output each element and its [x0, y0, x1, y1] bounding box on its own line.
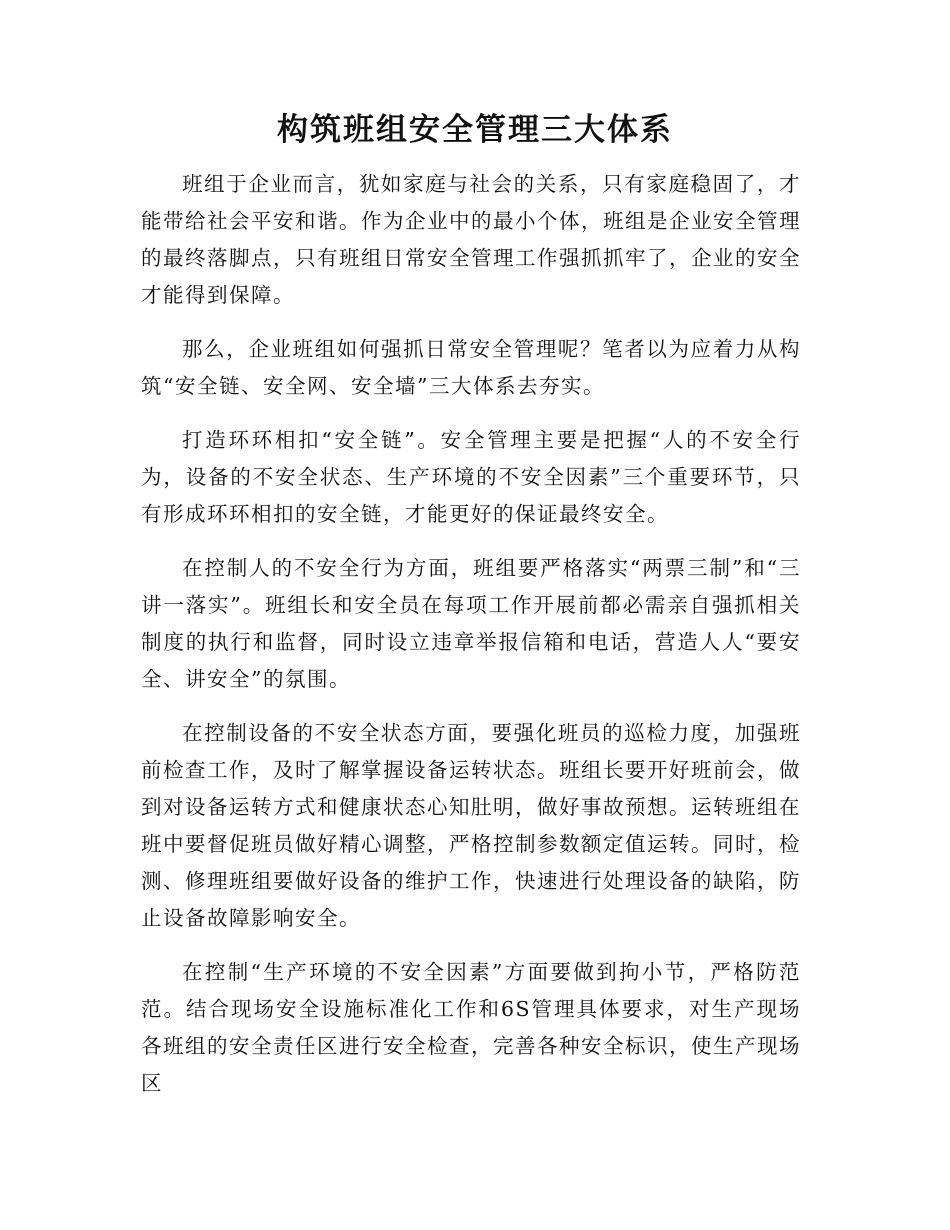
- paragraph: 在控制人的不安全行为方面，班组要严格落实“两票三制”和“三讲一落实”。班组长和安全员在每项工作开展前都必需亲自强抓相关制度的执行和监督，同时设立违章举报信箱和电话，营造人人“要安全、讲安全”的氛围。: [141, 556, 801, 691]
- paragraph: 在控制设备的不安全状态方面，要强化班员的巡检力度，加强班前检查工作，及时了解掌握设备运转状态。班组长要开好班前会，做到对设备运转方式和健康状态心知肚明，做好事故预想。运转班组在班中要督促班员做好精心调整，严格控制参数额定值运转。同时，检测、修理班组要做好设备的维护工作，快速进行处理设备的缺陷，防止设备故障影响安全。: [141, 721, 801, 930]
- paragraph: 班组于企业而言，犹如家庭与社会的关系，只有家庭稳固了，才能带给社会平安和谐。作为企业中的最小个体，班组是企业安全管理的最终落脚点，只有班组日常安全管理工作强抓抓牢了，企业的安全才能得到保障。: [141, 172, 801, 307]
- paragraph: 那么，企业班组如何强抓日常安全管理呢？笔者以为应着力从构筑“安全链、安全网、安全墙”三大体系去夯实。: [141, 337, 801, 398]
- paragraph: 打造环环相扣“安全链”。安全管理主要是把握“人的不安全行为，设备的不安全状态、生产环境的不安全因素”三个重要环节，只有形成环环相扣的安全链，才能更好的保证最终安全。: [141, 428, 801, 526]
- document-title: 构筑班组安全管理三大体系: [277, 112, 673, 148]
- document-body: [141, 166, 801, 1119]
- paragraph: 在控制“生产环境的不安全因素”方面要做到拘小节，严格防范范。结合现场安全设施标准化工作和6S管理具体要求，对生产现场各班组的安全责任区进行安全检查，完善各种安全标识，使生产现场区: [141, 960, 801, 1095]
